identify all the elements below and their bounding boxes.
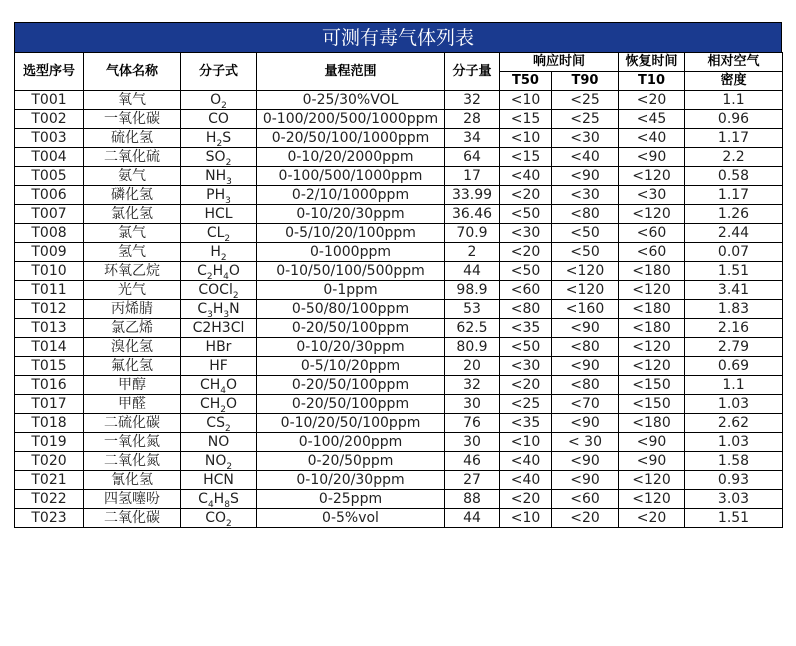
cell-density: 1.83 bbox=[685, 300, 783, 319]
cell-density: 3.41 bbox=[685, 281, 783, 300]
cell-mol-weight: 32 bbox=[445, 91, 500, 110]
cell-range: 0-100/200/500/1000ppm bbox=[257, 110, 445, 129]
cell-t90: <20 bbox=[552, 509, 619, 528]
cell-range: 0-10/20/30ppm bbox=[257, 205, 445, 224]
cell-t90: <50 bbox=[552, 243, 619, 262]
cell-t10: <60 bbox=[619, 224, 685, 243]
cell-mol-weight: 53 bbox=[445, 300, 500, 319]
cell-t50: <30 bbox=[500, 224, 552, 243]
cell-mol-weight: 30 bbox=[445, 433, 500, 452]
formula-subscript: 2 bbox=[226, 461, 233, 471]
cell-gas-name: 丙烯腈 bbox=[84, 300, 181, 319]
cell-formula bbox=[181, 433, 257, 452]
cell-t90: <50 bbox=[552, 224, 619, 243]
header-t90: T90 bbox=[552, 72, 619, 91]
cell-formula bbox=[181, 243, 257, 262]
table-row bbox=[15, 129, 783, 148]
table-row bbox=[15, 148, 783, 167]
cell-range: 0-100/200ppm bbox=[257, 433, 445, 452]
table-row bbox=[15, 376, 783, 395]
formula-subscript: 4 bbox=[223, 271, 229, 281]
cell-gas-name: 氟化氢 bbox=[84, 357, 181, 376]
cell-range: 0-2/10/1000ppm bbox=[257, 186, 445, 205]
table-row bbox=[15, 395, 783, 414]
cell-mol-weight: 17 bbox=[445, 167, 500, 186]
cell-t10: <30 bbox=[619, 186, 685, 205]
cell-model-id: T012 bbox=[15, 300, 84, 319]
cell-model-id: T020 bbox=[15, 452, 84, 471]
cell-mol-weight: 2 bbox=[445, 243, 500, 262]
cell-density: 1.51 bbox=[685, 262, 783, 281]
formula-part: CS bbox=[206, 414, 225, 431]
header-formula: 分子式 bbox=[181, 53, 257, 91]
cell-range: 0-10/20/30ppm bbox=[257, 338, 445, 357]
table-row bbox=[15, 186, 783, 205]
cell-t10: <180 bbox=[619, 262, 685, 281]
cell-mol-weight: 46 bbox=[445, 452, 500, 471]
cell-model-id: T006 bbox=[15, 186, 84, 205]
cell-t50: <30 bbox=[500, 357, 552, 376]
cell-mol-weight: 44 bbox=[445, 509, 500, 528]
cell-gas-name: 光气 bbox=[84, 281, 181, 300]
formula-part: NO bbox=[207, 433, 230, 450]
cell-formula bbox=[181, 395, 257, 414]
cell-model-id: T014 bbox=[15, 338, 84, 357]
cell-range: 0-20/50/100ppm bbox=[257, 319, 445, 338]
cell-density: 1.26 bbox=[685, 205, 783, 224]
cell-gas-name: 氨气 bbox=[84, 167, 181, 186]
cell-t10: <40 bbox=[619, 129, 685, 148]
gas-table bbox=[14, 52, 783, 528]
cell-gas-name: 四氢噻吩 bbox=[84, 490, 181, 509]
formula-part: HCL bbox=[204, 205, 233, 222]
cell-formula bbox=[181, 490, 257, 509]
cell-model-id: T015 bbox=[15, 357, 84, 376]
formula-part: C2H3Cl bbox=[192, 319, 245, 336]
cell-t10: <150 bbox=[619, 376, 685, 395]
cell-t90: <70 bbox=[552, 395, 619, 414]
table-title: 可测有毒气体列表 bbox=[14, 22, 782, 52]
table-row bbox=[15, 471, 783, 490]
cell-t90: <30 bbox=[552, 186, 619, 205]
cell-gas-name: 硫化氢 bbox=[84, 129, 181, 148]
cell-t10: <120 bbox=[619, 471, 685, 490]
cell-formula bbox=[181, 357, 257, 376]
cell-t90: < 30 bbox=[552, 433, 619, 452]
formula-part: H bbox=[205, 129, 217, 146]
cell-t10: <120 bbox=[619, 490, 685, 509]
cell-range: 0-10/20/2000ppm bbox=[257, 148, 445, 167]
cell-t50: <10 bbox=[500, 433, 552, 452]
cell-model-id: T009 bbox=[15, 243, 84, 262]
header-density-line2: 密度 bbox=[685, 72, 783, 91]
cell-formula bbox=[181, 319, 257, 338]
cell-gas-name: 氢气 bbox=[84, 243, 181, 262]
cell-model-id: T003 bbox=[15, 129, 84, 148]
cell-density: 1.1 bbox=[685, 91, 783, 110]
cell-formula bbox=[181, 338, 257, 357]
cell-t10: <45 bbox=[619, 110, 685, 129]
cell-t10: <90 bbox=[619, 452, 685, 471]
formula-subscript: 3 bbox=[207, 309, 213, 319]
formula-subscript: 2 bbox=[224, 423, 231, 433]
table-row bbox=[15, 205, 783, 224]
cell-formula bbox=[181, 452, 257, 471]
cell-mol-weight: 20 bbox=[445, 357, 500, 376]
formula-subscript: 4 bbox=[220, 385, 226, 395]
formula-subscript: 2 bbox=[216, 138, 223, 148]
cell-t10: <60 bbox=[619, 243, 685, 262]
table-row bbox=[15, 319, 783, 338]
header-density-line1: 相对空气 bbox=[685, 53, 783, 72]
cell-mol-weight: 27 bbox=[445, 471, 500, 490]
table-row bbox=[15, 357, 783, 376]
cell-t50: <40 bbox=[500, 167, 552, 186]
cell-t90: <25 bbox=[552, 110, 619, 129]
cell-t10: <120 bbox=[619, 281, 685, 300]
cell-density: 1.03 bbox=[685, 395, 783, 414]
cell-model-id: T013 bbox=[15, 319, 84, 338]
cell-gas-name: 二氧化碳 bbox=[84, 509, 181, 528]
cell-formula bbox=[181, 300, 257, 319]
cell-t50: <20 bbox=[500, 186, 552, 205]
header-gas-name: 气体名称 bbox=[84, 53, 181, 91]
cell-range: 0-1ppm bbox=[257, 281, 445, 300]
cell-t50: <40 bbox=[500, 452, 552, 471]
formula-subscript: 2 bbox=[226, 518, 232, 528]
cell-t50: <15 bbox=[500, 110, 552, 129]
cell-t10: <120 bbox=[619, 205, 685, 224]
cell-density: 1.1 bbox=[685, 376, 783, 395]
cell-t90: <90 bbox=[552, 414, 619, 433]
table-row bbox=[15, 490, 783, 509]
cell-density: 2.16 bbox=[685, 319, 783, 338]
cell-model-id: T016 bbox=[15, 376, 84, 395]
cell-t90: <25 bbox=[552, 91, 619, 110]
formula-part: S bbox=[222, 129, 232, 146]
table-row bbox=[15, 509, 783, 528]
cell-range: 0-1000ppm bbox=[257, 243, 445, 262]
cell-mol-weight: 70.9 bbox=[445, 224, 500, 243]
cell-formula bbox=[181, 509, 257, 528]
formula-subscript: 2 bbox=[221, 100, 227, 110]
formula-part: S bbox=[229, 490, 239, 507]
formula-part: CH bbox=[199, 395, 221, 412]
cell-t50: <50 bbox=[500, 262, 552, 281]
cell-mol-weight: 34 bbox=[445, 129, 500, 148]
header-response-time: 响应时间 bbox=[500, 53, 619, 72]
cell-mol-weight: 44 bbox=[445, 262, 500, 281]
cell-t10: <180 bbox=[619, 300, 685, 319]
formula-part: HBr bbox=[205, 338, 232, 355]
formula-part: C bbox=[197, 262, 207, 279]
formula-subscript: 2 bbox=[206, 271, 213, 281]
cell-range: 0-20/50/100ppm bbox=[257, 395, 445, 414]
cell-model-id: T023 bbox=[15, 509, 84, 528]
cell-gas-name: 甲醛 bbox=[84, 395, 181, 414]
cell-t50: <80 bbox=[500, 300, 552, 319]
cell-range: 0-25ppm bbox=[257, 490, 445, 509]
cell-gas-name: 甲醇 bbox=[84, 376, 181, 395]
cell-t10: <120 bbox=[619, 357, 685, 376]
table-row bbox=[15, 300, 783, 319]
formula-part: CL bbox=[206, 224, 225, 241]
cell-model-id: T021 bbox=[15, 471, 84, 490]
table-row bbox=[15, 281, 783, 300]
cell-t10: <90 bbox=[619, 433, 685, 452]
cell-density: 3.03 bbox=[685, 490, 783, 509]
cell-t10: <120 bbox=[619, 338, 685, 357]
formula-part: COCl bbox=[198, 281, 233, 298]
cell-formula bbox=[181, 376, 257, 395]
cell-density: 1.58 bbox=[685, 452, 783, 471]
cell-t50: <10 bbox=[500, 129, 552, 148]
formula-subscript: 2 bbox=[232, 290, 239, 300]
cell-t50: <50 bbox=[500, 338, 552, 357]
cell-mol-weight: 64 bbox=[445, 148, 500, 167]
cell-gas-name: 环氧乙烷 bbox=[84, 262, 181, 281]
table-row bbox=[15, 262, 783, 281]
cell-formula bbox=[181, 262, 257, 281]
cell-density: 1.51 bbox=[685, 509, 783, 528]
cell-model-id: T002 bbox=[15, 110, 84, 129]
cell-t90: <90 bbox=[552, 452, 619, 471]
table-row bbox=[15, 91, 783, 110]
cell-mol-weight: 28 bbox=[445, 110, 500, 129]
cell-model-id: T011 bbox=[15, 281, 84, 300]
cell-gas-name: 氰化氢 bbox=[84, 471, 181, 490]
cell-t50: <25 bbox=[500, 395, 552, 414]
formula-part: CH bbox=[199, 376, 221, 393]
cell-density: 2.44 bbox=[685, 224, 783, 243]
table-row bbox=[15, 110, 783, 129]
cell-mol-weight: 88 bbox=[445, 490, 500, 509]
formula-part: HCN bbox=[203, 471, 234, 488]
cell-formula bbox=[181, 129, 257, 148]
formula-part: NO bbox=[204, 452, 227, 469]
cell-formula bbox=[181, 471, 257, 490]
cell-mol-weight: 98.9 bbox=[445, 281, 500, 300]
header-mol-weight: 分子量 bbox=[445, 53, 500, 91]
cell-t10: <20 bbox=[619, 509, 685, 528]
cell-gas-name: 二硫化碳 bbox=[84, 414, 181, 433]
cell-t90: <40 bbox=[552, 148, 619, 167]
cell-range: 0-10/20/50/100ppm bbox=[257, 414, 445, 433]
cell-gas-name: 一氧化氮 bbox=[84, 433, 181, 452]
cell-mol-weight: 80.9 bbox=[445, 338, 500, 357]
cell-mol-weight: 30 bbox=[445, 395, 500, 414]
cell-t50: <60 bbox=[500, 281, 552, 300]
cell-model-id: T022 bbox=[15, 490, 84, 509]
header-model: 选型序号 bbox=[15, 53, 84, 91]
cell-mol-weight: 36.46 bbox=[445, 205, 500, 224]
cell-range: 0-25/30%VOL bbox=[257, 91, 445, 110]
cell-t10: <150 bbox=[619, 395, 685, 414]
header-t10: T10 bbox=[619, 72, 685, 91]
formula-part: O bbox=[226, 395, 238, 412]
cell-model-id: T008 bbox=[15, 224, 84, 243]
table-row bbox=[15, 167, 783, 186]
cell-t50: <20 bbox=[500, 490, 552, 509]
cell-density: 2.2 bbox=[685, 148, 783, 167]
cell-range: 0-50/80/100ppm bbox=[257, 300, 445, 319]
formula-subscript: 8 bbox=[224, 499, 230, 509]
cell-density: 0.69 bbox=[685, 357, 783, 376]
table-row bbox=[15, 433, 783, 452]
cell-t50: <35 bbox=[500, 319, 552, 338]
cell-t90: <80 bbox=[552, 338, 619, 357]
cell-formula bbox=[181, 186, 257, 205]
cell-t90: <120 bbox=[552, 281, 619, 300]
formula-part: C bbox=[197, 300, 208, 317]
cell-t90: <30 bbox=[552, 129, 619, 148]
cell-t50: <10 bbox=[500, 91, 552, 110]
formula-part: CO bbox=[208, 110, 229, 127]
cell-model-id: T018 bbox=[15, 414, 84, 433]
formula-subscript: 2 bbox=[225, 157, 232, 167]
table-row bbox=[15, 243, 783, 262]
cell-t50: <20 bbox=[500, 243, 552, 262]
cell-gas-name: 氯气 bbox=[84, 224, 181, 243]
cell-formula bbox=[181, 91, 257, 110]
cell-density: 1.17 bbox=[685, 129, 783, 148]
cell-t10: <180 bbox=[619, 414, 685, 433]
cell-range: 0-20/50ppm bbox=[257, 452, 445, 471]
formula-subscript: 2 bbox=[220, 252, 227, 262]
cell-mol-weight: 33.99 bbox=[445, 186, 500, 205]
cell-gas-name: 氧气 bbox=[84, 91, 181, 110]
cell-t50: <10 bbox=[500, 509, 552, 528]
formula-part: H bbox=[212, 300, 224, 317]
cell-model-id: T005 bbox=[15, 167, 84, 186]
cell-model-id: T010 bbox=[15, 262, 84, 281]
cell-model-id: T007 bbox=[15, 205, 84, 224]
cell-gas-name: 一氧化碳 bbox=[84, 110, 181, 129]
cell-t90: <160 bbox=[552, 300, 619, 319]
cell-t50: <50 bbox=[500, 205, 552, 224]
cell-t10: <180 bbox=[619, 319, 685, 338]
cell-range: 0-100/500/1000ppm bbox=[257, 167, 445, 186]
gas-table-container bbox=[14, 22, 782, 528]
cell-density: 2.79 bbox=[685, 338, 783, 357]
cell-mol-weight: 62.5 bbox=[445, 319, 500, 338]
cell-mol-weight: 32 bbox=[445, 376, 500, 395]
cell-mol-weight: 76 bbox=[445, 414, 500, 433]
formula-part: N bbox=[229, 300, 240, 317]
table-row bbox=[15, 452, 783, 471]
cell-range: 0-20/50/100ppm bbox=[257, 376, 445, 395]
table-row bbox=[15, 224, 783, 243]
cell-formula bbox=[181, 167, 257, 186]
cell-t10: <90 bbox=[619, 148, 685, 167]
cell-formula bbox=[181, 414, 257, 433]
header-recovery-time: 恢复时间 bbox=[619, 53, 685, 72]
cell-formula bbox=[181, 148, 257, 167]
cell-density: 0.58 bbox=[685, 167, 783, 186]
formula-part: CO bbox=[205, 509, 227, 526]
formula-part: C bbox=[198, 490, 208, 507]
cell-formula bbox=[181, 110, 257, 129]
cell-t90: <90 bbox=[552, 471, 619, 490]
table-row bbox=[15, 338, 783, 357]
cell-model-id: T004 bbox=[15, 148, 84, 167]
formula-subscript: 2 bbox=[220, 404, 226, 414]
cell-density: 0.93 bbox=[685, 471, 783, 490]
header-t50: T50 bbox=[500, 72, 552, 91]
formula-part: H bbox=[212, 262, 224, 279]
cell-t50: <35 bbox=[500, 414, 552, 433]
cell-model-id: T017 bbox=[15, 395, 84, 414]
cell-range: 0-5/10/20/100ppm bbox=[257, 224, 445, 243]
formula-subscript: 2 bbox=[224, 233, 231, 243]
cell-t50: <20 bbox=[500, 376, 552, 395]
cell-t90: <80 bbox=[552, 376, 619, 395]
cell-range: 0-10/50/100/500ppm bbox=[257, 262, 445, 281]
formula-part: SO bbox=[205, 148, 226, 165]
cell-formula bbox=[181, 281, 257, 300]
header-range: 量程范围 bbox=[257, 53, 445, 91]
cell-formula bbox=[181, 205, 257, 224]
formula-subscript: 3 bbox=[223, 309, 230, 319]
formula-part: HF bbox=[209, 357, 228, 374]
cell-t50: <15 bbox=[500, 148, 552, 167]
cell-t90: <120 bbox=[552, 262, 619, 281]
formula-part: O bbox=[210, 91, 222, 108]
cell-density: 1.03 bbox=[685, 433, 783, 452]
cell-t90: <90 bbox=[552, 357, 619, 376]
cell-density: 0.07 bbox=[685, 243, 783, 262]
cell-gas-name: 氯化氢 bbox=[84, 205, 181, 224]
cell-gas-name: 氯乙烯 bbox=[84, 319, 181, 338]
formula-part: O bbox=[228, 262, 240, 279]
formula-subscript: 3 bbox=[225, 195, 231, 205]
formula-part: O bbox=[226, 376, 238, 393]
cell-model-id: T019 bbox=[15, 433, 84, 452]
cell-gas-name: 二氧化硫 bbox=[84, 148, 181, 167]
cell-t90: <90 bbox=[552, 319, 619, 338]
formula-part: H bbox=[210, 243, 221, 260]
cell-density: 1.17 bbox=[685, 186, 783, 205]
cell-t90: <60 bbox=[552, 490, 619, 509]
cell-t90: <90 bbox=[552, 167, 619, 186]
cell-range: 0-20/50/100/1000ppm bbox=[257, 129, 445, 148]
table-row bbox=[15, 414, 783, 433]
cell-gas-name: 二氧化氮 bbox=[84, 452, 181, 471]
cell-density: 0.96 bbox=[685, 110, 783, 129]
cell-t50: <40 bbox=[500, 471, 552, 490]
cell-density: 2.62 bbox=[685, 414, 783, 433]
formula-subscript: 4 bbox=[207, 499, 214, 509]
formula-part: H bbox=[213, 490, 225, 507]
cell-range: 0-5/10/20ppm bbox=[257, 357, 445, 376]
cell-gas-name: 磷化氢 bbox=[84, 186, 181, 205]
cell-t90: <80 bbox=[552, 205, 619, 224]
cell-gas-name: 溴化氢 bbox=[84, 338, 181, 357]
formula-subscript: 3 bbox=[226, 176, 232, 186]
cell-range: 0-10/20/30ppm bbox=[257, 471, 445, 490]
table-body bbox=[15, 91, 783, 528]
cell-t10: <20 bbox=[619, 91, 685, 110]
cell-t10: <120 bbox=[619, 167, 685, 186]
cell-model-id: T001 bbox=[15, 91, 84, 110]
cell-range: 0-5%vol bbox=[257, 509, 445, 528]
formula-part: PH bbox=[206, 186, 226, 203]
formula-part: NH bbox=[205, 167, 227, 184]
cell-formula bbox=[181, 224, 257, 243]
